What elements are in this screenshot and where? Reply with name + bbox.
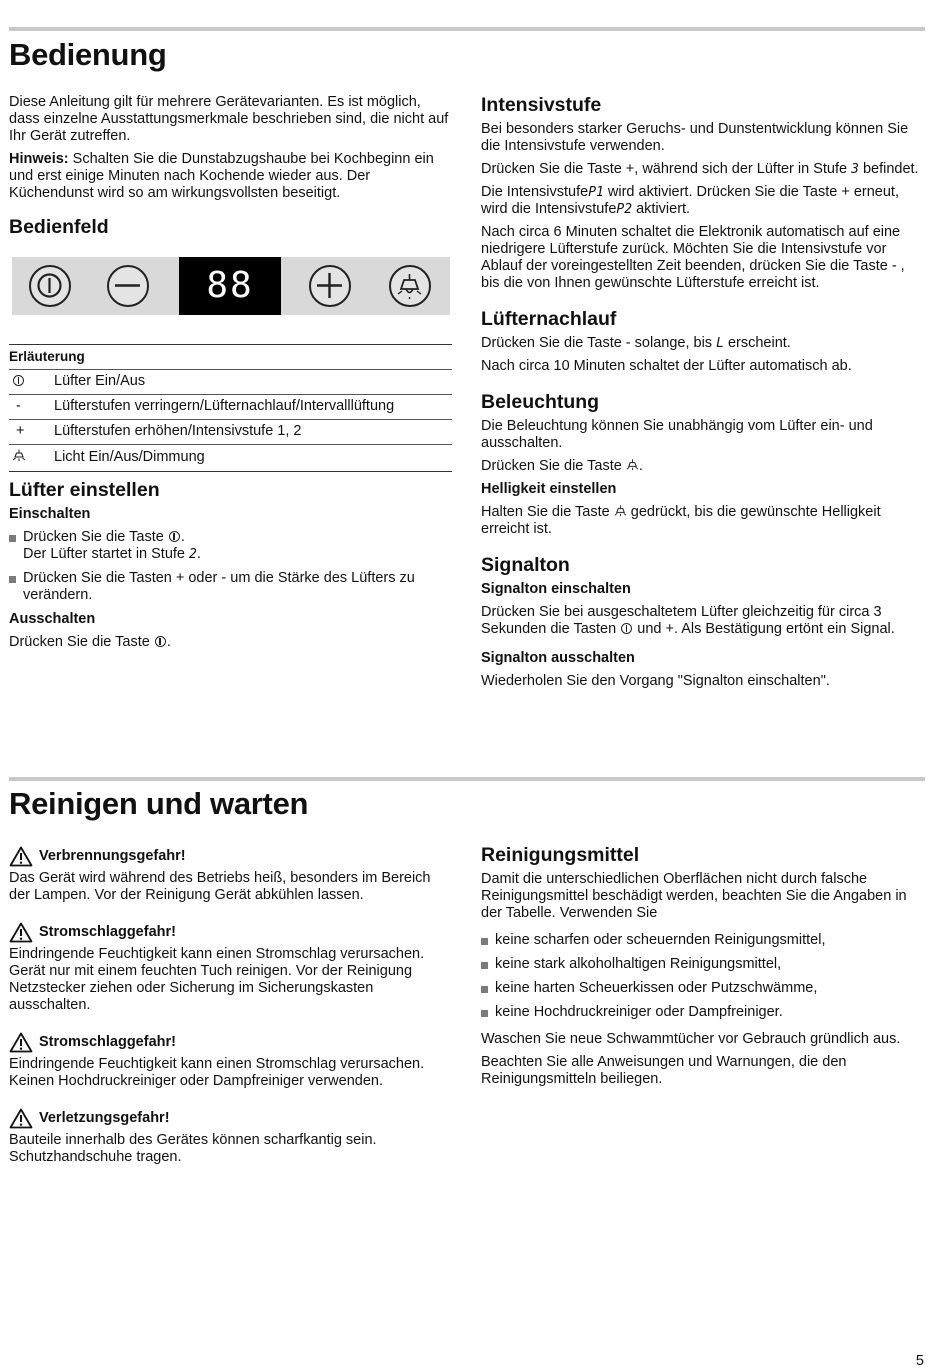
section-rule: [9, 777, 925, 781]
intro-text: Diese Anleitung gilt für mehrere Gerätevarianten. Es ist möglich, dass einzelne Ausstattungsmerkmale beschrieben sind, die nicht auf Ihr Gerät zutreffen.: [9, 94, 449, 144]
section-title-reinigen: Reinigen und warten: [9, 786, 309, 821]
legend-table: [9, 344, 452, 472]
warning-block: [9, 922, 454, 1014]
page-number: 5: [915, 1353, 924, 1369]
einschalten-list: [9, 529, 454, 604]
power-symbol-icon: [621, 623, 632, 634]
signalton-p2: Wiederholen Sie den Vorgang "Signalton einschalten".: [481, 673, 830, 689]
segment-p1: P1: [588, 185, 604, 200]
step1a: Drücken Sie die Taste: [23, 529, 164, 545]
warning-title: [9, 922, 454, 943]
list-item: keine Hochdruckreiniger oder Dampfreiniger.: [481, 1004, 926, 1021]
plus-button[interactable]: [309, 265, 351, 307]
intensiv-p3: [481, 184, 926, 218]
legend-key-light: [9, 445, 54, 472]
table-row: [9, 420, 452, 445]
table-row: [9, 445, 452, 472]
signalton-aus-subheading: Signalton ausschalten: [481, 650, 635, 666]
list-item: keine harten Scheuerkissen oder Putzschwämme,: [481, 980, 926, 997]
signalton-p1: [481, 604, 926, 638]
nachlauf-p2: Nach circa 10 Minuten schaltet der Lüfter automatisch ab.: [481, 358, 852, 374]
legend-key: +: [9, 420, 54, 445]
bedienfeld-heading: Bedienfeld: [9, 216, 109, 238]
signalton-heading: Signalton: [481, 554, 570, 576]
hint-text: Schalten Sie die Dunstabzugshaube bei Kochbeginn ein und erst einige Minuten nach Kochende wieder aus. Der Küchendunst wird so am wirkungsvollsten beseitigt.: [9, 151, 434, 201]
warning-title: [9, 846, 454, 867]
power-symbol-icon: [13, 375, 24, 386]
warning-block: [9, 1108, 454, 1166]
beleuchtung-p1: Die Beleuchtung können Sie unabhängig vom Lüfter ein- und ausschalten.: [481, 418, 873, 451]
warning-triangle-icon: [9, 846, 33, 867]
reinigungsmittel-p3: Beachten Sie alle Anweisungen und Warnungen, die den Reinigungsmitteln beiliegen.: [481, 1054, 847, 1087]
plus-icon: [311, 267, 348, 304]
legend-header-row: [9, 345, 452, 370]
legend-header: Erläuterung: [9, 345, 452, 370]
beleuchtung-heading: Beleuchtung: [481, 391, 600, 413]
minus-icon: [109, 267, 146, 304]
hint-paragraph: [9, 151, 454, 202]
intensiv-heading: Intensivstufe: [481, 94, 602, 116]
hint-label: Hinweis:: [9, 151, 69, 167]
warning-title-text: Stromschlaggefahr!: [39, 924, 176, 940]
lamp-symbol-icon: [614, 504, 627, 517]
list-item: Drücken Sie die Tasten + oder - um die Stärke des Lüfters zu verändern.: [9, 570, 454, 604]
control-panel: [12, 257, 450, 315]
warning-text: Bauteile innerhalb des Gerätes können scharfkantig sein. Schutzhandschuhe tragen.: [9, 1132, 377, 1165]
warning-title: [9, 1108, 454, 1129]
warnings-column: [9, 846, 454, 1166]
table-row: [9, 370, 452, 395]
warning-text: Eindringende Feuchtigkeit kann einen Stromschlag verursachen. Gerät nur mit einem feuchten Tuch reinigen. Vor der Reinigung Netzstecker ziehen oder Sicherung im Sicherungskasten ausschalten.: [9, 946, 425, 1013]
table-row: [9, 395, 452, 420]
segment-2: 2: [189, 547, 197, 562]
einschalten-subheading: Einschalten: [9, 506, 91, 522]
intensiv-p2a: Drücken Sie die Taste +, während sich der Lüfter in Stufe: [481, 161, 848, 177]
reinigungsmittel-heading: Reinigungsmittel: [481, 844, 640, 866]
segment-3: 3: [851, 162, 859, 177]
power-symbol-icon: [169, 531, 180, 542]
intensiv-p3b: wird aktiviert. Drücken Sie die Taste + erneut, wird die Intensivstufe: [481, 184, 899, 217]
lamp-symbol-icon: [12, 448, 26, 462]
nachlauf-p1b: erscheint.: [727, 335, 791, 351]
warning-triangle-icon: [9, 1032, 33, 1053]
legend-key-power: [9, 370, 54, 395]
reinigungsmittel-list: [481, 932, 926, 1021]
aus-text: Drücken Sie die Taste: [9, 634, 150, 650]
warning-text: Das Gerät wird während des Betriebs heiß, besonders im Bereich der Lampen. Vor der Reinigung Gerät abkühlen lassen.: [9, 870, 431, 903]
ausschalten-text: Drücken Sie die Taste .: [9, 634, 171, 650]
nachlauf-p1: [481, 335, 926, 352]
segment-p2: P2: [616, 202, 633, 217]
legend-text: Lüfterstufen verringern/Lüfternachlauf/Intervalllüftung: [54, 395, 452, 420]
intensiv-p4: Nach circa 6 Minuten schaltet die Elektronik automatisch auf eine niedrigere Lüfterstufe zurück. Möchten Sie die Intensivstufe vor Ablauf der voreingestellten Zeit beenden, drücken Sie die Taste - , bis die von Ihnen gewünschte Lüfterstufe erreicht ist.: [481, 224, 905, 291]
section-rule: [9, 27, 925, 31]
helligkeit-subheading: Helligkeit einstellen: [481, 481, 617, 497]
warning-triangle-icon: [9, 1108, 33, 1129]
minus-button[interactable]: [107, 265, 149, 307]
segment-l: L: [716, 336, 724, 351]
legend-key: -: [9, 395, 54, 420]
intensiv-p2: [481, 161, 926, 178]
warning-title-text: Stromschlaggefahr!: [39, 1034, 176, 1050]
warning-title-text: Verbrennungsgefahr!: [39, 848, 186, 864]
lamp-icon: [391, 267, 428, 304]
display-digits: 88: [206, 265, 254, 306]
left-column-bedienung: [9, 94, 454, 243]
section-title-bedienung: Bedienung: [9, 37, 167, 72]
legend-text: Lüfterstufen erhöhen/Intensivstufe 1, 2: [54, 420, 452, 445]
nachlauf-heading: Lüfternachlauf: [481, 308, 617, 330]
power-button[interactable]: [29, 265, 71, 307]
list-item: keine stark alkoholhaltigen Reinigungsmittel,: [481, 956, 926, 973]
signalton-ein-subheading: Signalton einschalten: [481, 581, 631, 597]
reinigungsmittel-column: [481, 844, 926, 1094]
warning-block: [9, 846, 454, 904]
legend-text: Licht Ein/Aus/Dimmung: [54, 445, 452, 472]
beleuchtung-p2: Drücken Sie die Taste .: [481, 458, 643, 474]
beleuchtung-p3b: gedrückt, bis die gewünschte Helligkeit erreicht ist.: [481, 504, 881, 537]
right-column-bedienung: [481, 94, 926, 696]
intensiv-p3a: Die Intensivstufe: [481, 184, 589, 200]
reinigungsmittel-p2: Waschen Sie neue Schwammtücher vor Gebrauch gründlich aus.: [481, 1031, 901, 1047]
warning-triangle-icon: [9, 922, 33, 943]
lamp-symbol-icon: [626, 458, 639, 471]
beleuchtung-p3: [481, 504, 926, 538]
warning-text: Eindringende Feuchtigkeit kann einen Stromschlag verursachen. Keinen Hochdruckreiniger oder Dampfreiniger verwenden.: [9, 1056, 425, 1089]
nachlauf-p1a: Drücken Sie die Taste - solange, bis: [481, 335, 713, 351]
list-item: Drücken Sie die Taste . Der Lüfter startet in Stufe 2.: [9, 529, 454, 563]
signalton-p1b: und +. Als Bestätigung ertönt ein Signal.: [637, 621, 895, 637]
intensiv-p3c: aktiviert.: [636, 201, 691, 217]
reinigungsmittel-intro: Damit die unterschiedlichen Oberflächen nicht durch falsche Reinigungsmittel beschädigt werden, beachten Sie die Angaben in der Tabelle. Verwenden Sie: [481, 871, 907, 921]
power-icon: [31, 267, 68, 304]
step1b: Der Lüfter startet in Stufe: [23, 546, 185, 562]
signalton-p1a: Drücken Sie bei ausgeschaltetem Lüfter gleichzeitig für circa 3 Sekunden die Tasten: [481, 604, 882, 637]
intensiv-p2b: befindet.: [862, 161, 919, 177]
intensiv-p1: Bei besonders starker Geruchs- und Dunstentwicklung können Sie die Intensivstufe verwenden.: [481, 121, 909, 154]
warning-title: [9, 1032, 454, 1053]
beleuchtung-p3a: Halten Sie die Taste: [481, 504, 610, 520]
luefter-heading: Lüfter einstellen: [9, 479, 160, 501]
light-button[interactable]: [389, 265, 431, 307]
power-symbol-icon: [155, 636, 166, 647]
warning-title-text: Verletzungsgefahr!: [39, 1110, 170, 1126]
list-item: keine scharfen oder scheuernden Reinigungsmittel,: [481, 932, 926, 949]
legend-text: Lüfter Ein/Aus: [54, 370, 452, 395]
ausschalten-subheading: Ausschalten: [9, 611, 96, 627]
luefter-section: [9, 479, 454, 657]
display: [179, 257, 281, 315]
warning-block: [9, 1032, 454, 1090]
beleuchtung-p2-text: Drücken Sie die Taste: [481, 458, 622, 474]
